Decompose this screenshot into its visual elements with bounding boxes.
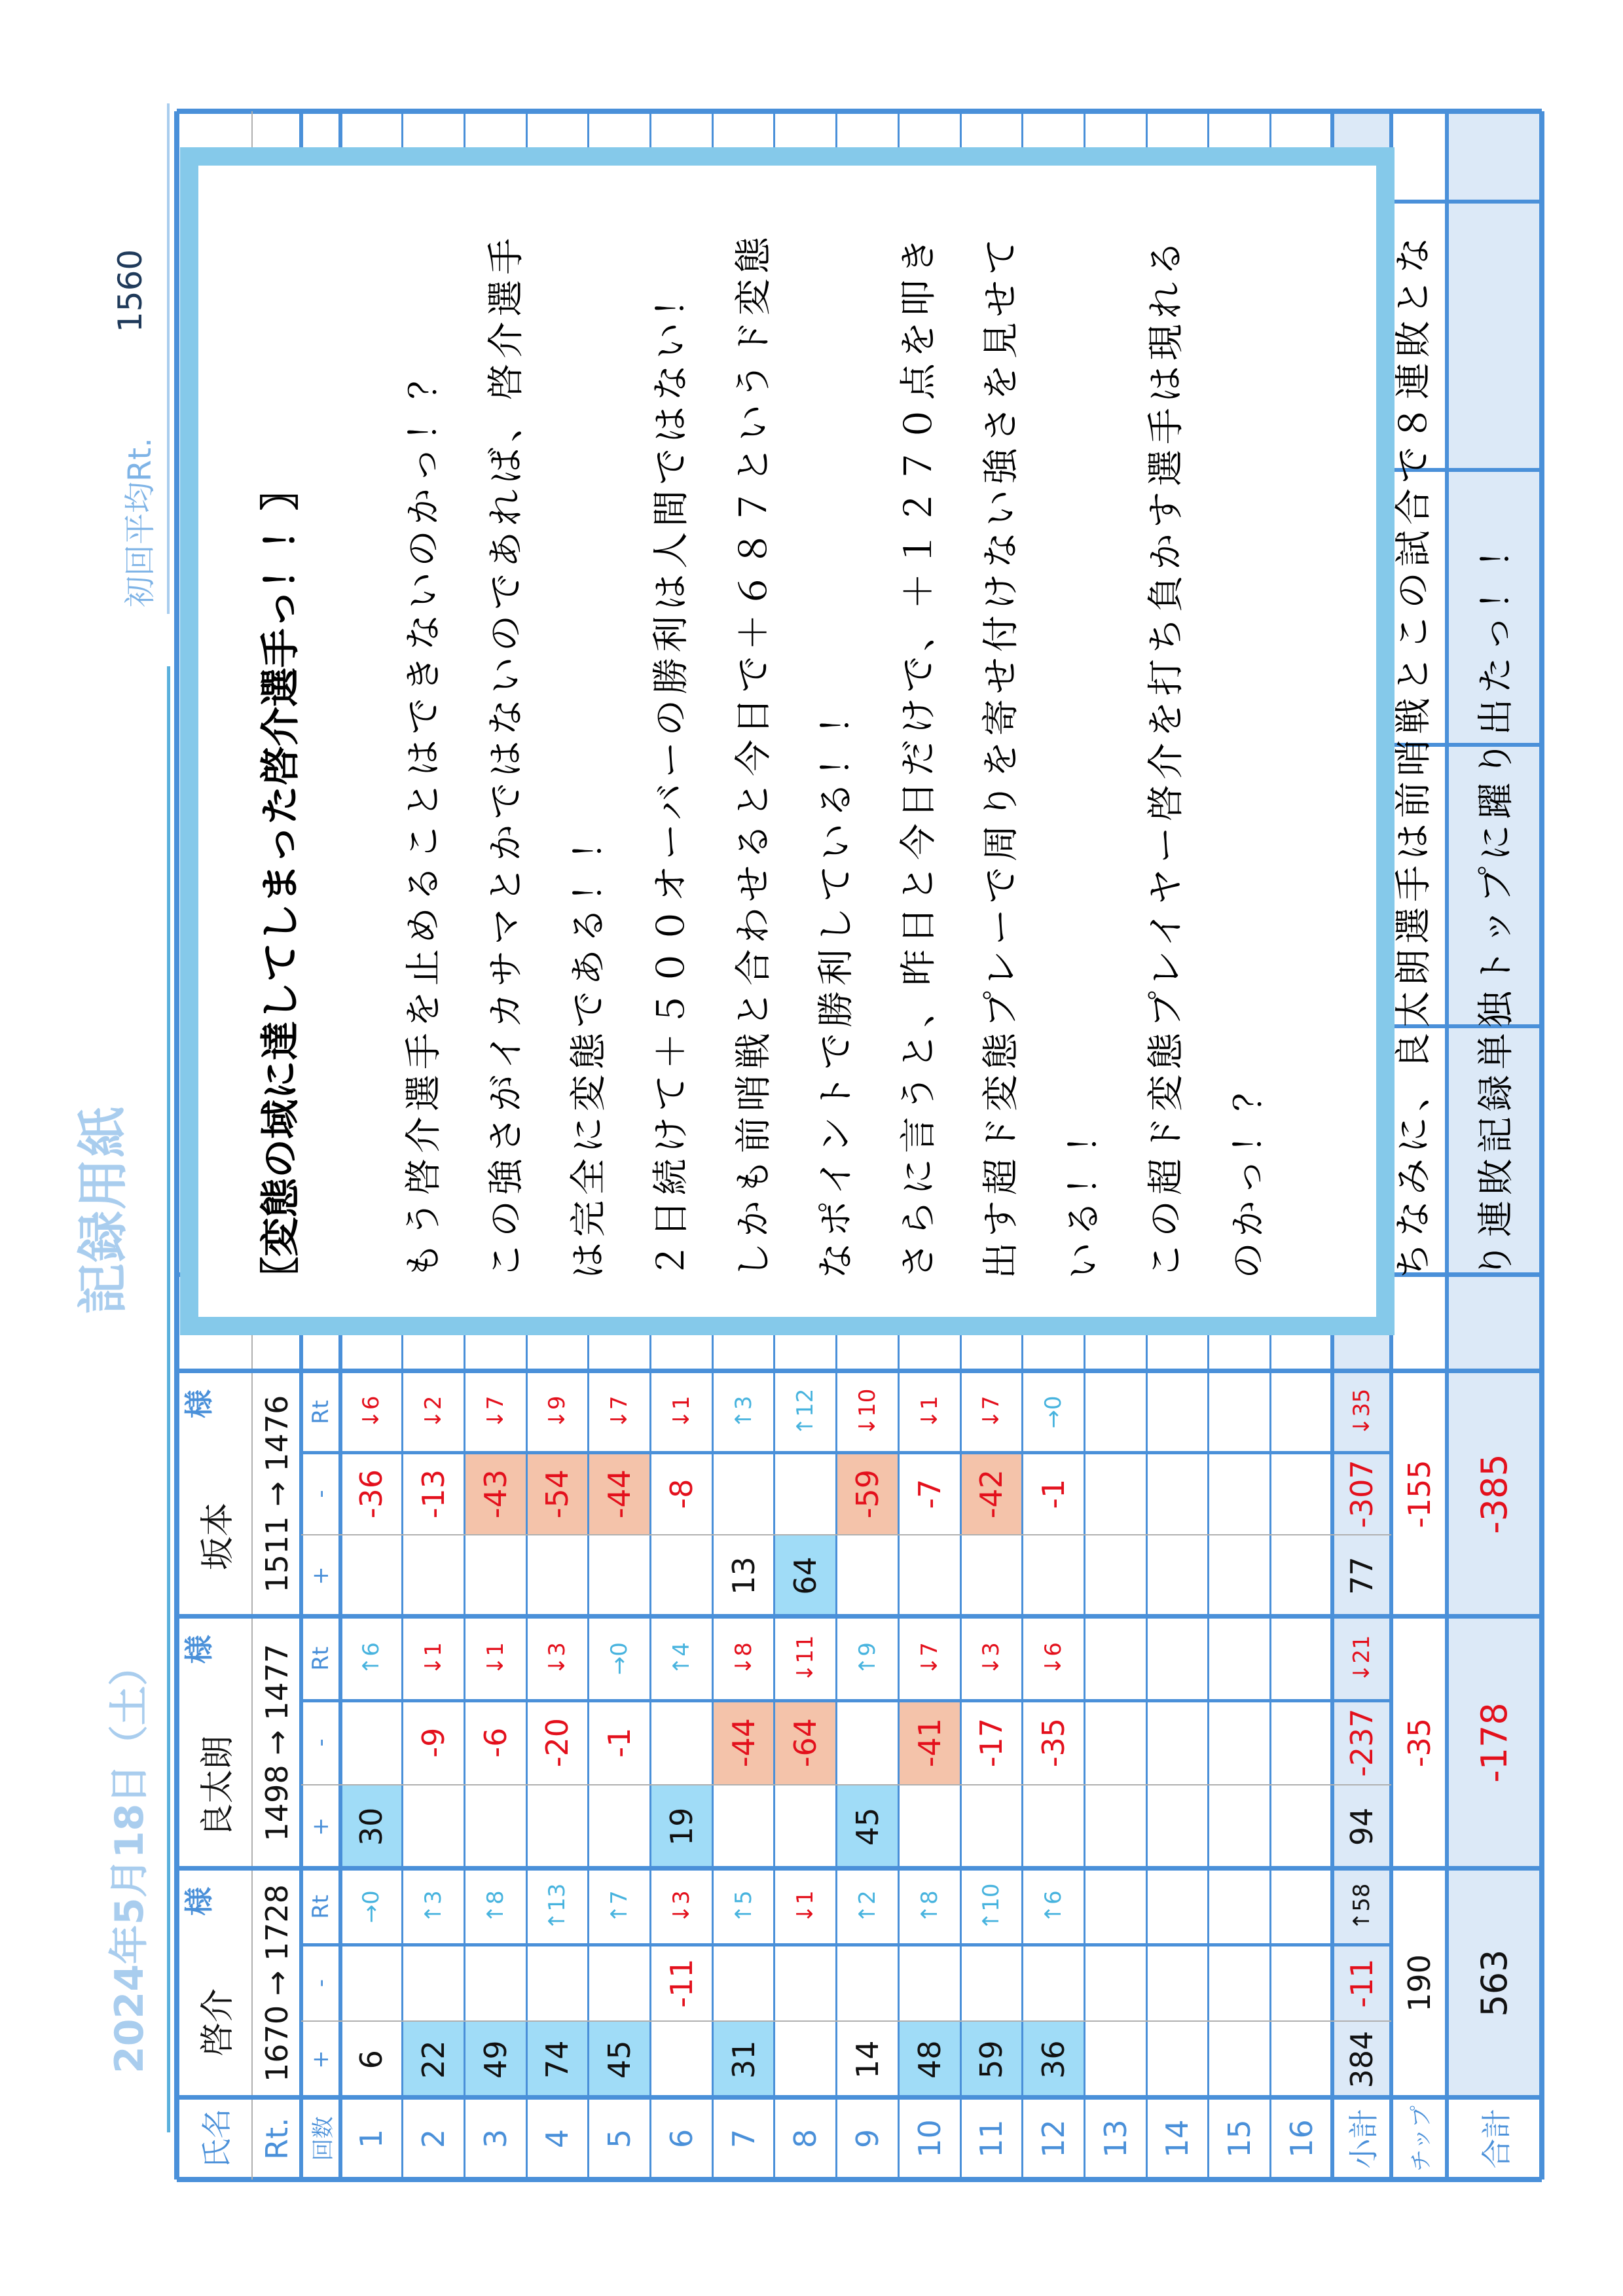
score-plus	[898, 1535, 960, 1617]
score-plus	[1271, 1535, 1333, 1617]
score-minus: -6	[477, 1727, 513, 1758]
comment-line: は完全に変態である！！	[568, 818, 610, 1279]
rating-delta	[1084, 1617, 1146, 1700]
score-plus	[1146, 1785, 1209, 1869]
round-number: 16	[1283, 2119, 1319, 2158]
col-header-minus: -	[308, 1738, 334, 1747]
score-minus: -1	[1036, 1479, 1072, 1509]
chip-value: 190	[1401, 1954, 1437, 2012]
rating-delta	[1209, 1617, 1271, 1700]
rating-delta: ↓9	[544, 1395, 571, 1429]
score-plus	[1146, 1535, 1209, 1617]
comment-line: さらに言うと、昨日と今日だけで、＋１２７０点を叩き	[898, 232, 940, 1279]
rating-delta: ↓10	[854, 1388, 881, 1436]
rating-delta: ↑10	[978, 1883, 1005, 1931]
comment-line: もう啓介選手を止めることはできないのかっ！？	[403, 357, 445, 1279]
score-plus: 13	[725, 1556, 761, 1595]
score-plus	[1271, 2021, 1333, 2098]
round-number: 3	[477, 2128, 513, 2149]
round-number: 2	[416, 2128, 452, 2149]
score-minus: -7	[911, 1479, 947, 1509]
rating-delta: ↑13	[544, 1883, 571, 1931]
rating-delta: ↓11	[792, 1635, 819, 1683]
score-minus	[1209, 1453, 1271, 1535]
round-number: 10	[911, 2119, 947, 2158]
label-name: 氏名	[198, 2108, 234, 2169]
col-header-plus: +	[308, 2050, 334, 2069]
round-number: 15	[1222, 2119, 1258, 2158]
rating-delta: ↑2	[854, 1890, 881, 1924]
page-title: 記録用紙	[74, 1104, 133, 1314]
subtotal-rating: ↓35	[1349, 1388, 1376, 1436]
round-number: 1	[354, 2128, 390, 2149]
rating-delta: ↑3	[420, 1890, 447, 1924]
rating-delta: →0	[606, 1642, 633, 1676]
score-minus: -59	[837, 1453, 899, 1535]
rating-delta: ↓6	[1040, 1642, 1067, 1676]
avg-underline	[167, 103, 170, 614]
score-minus	[340, 1700, 403, 1784]
rating-delta: ↑8	[916, 1890, 943, 1924]
score-minus: -11	[663, 1958, 699, 2008]
subtotal-plus: 77	[1344, 1556, 1380, 1595]
score-minus	[1146, 1700, 1209, 1784]
honorific-sama: 様	[183, 1390, 216, 1418]
score-minus	[960, 1945, 1023, 2022]
comment-line: のかっ！？	[1228, 1069, 1270, 1279]
score-plus	[898, 1785, 960, 1869]
total-value: -385	[1474, 1454, 1516, 1534]
label-total: 合計	[1478, 2108, 1514, 2169]
score-plus	[403, 1535, 465, 1617]
player-name: 良太朗	[198, 1735, 238, 1838]
grid-line	[177, 2096, 1542, 2100]
comment-line: 出す超ド変態プレーで周りを寄せ付けない強さを見せて	[980, 233, 1023, 1279]
rating-delta: ↓1	[668, 1395, 695, 1429]
grid-line	[301, 1452, 1391, 1455]
grid-line	[177, 1369, 1542, 1374]
chip-value: -35	[1401, 1717, 1437, 1768]
score-plus: 30	[340, 1785, 403, 1869]
score-plus	[712, 1785, 775, 1869]
grid-line	[301, 1699, 1391, 1702]
score-plus: 49	[464, 2021, 526, 2098]
score-plus	[775, 2021, 837, 2098]
grid-line	[177, 1867, 1542, 1871]
score-minus	[1023, 1945, 1085, 2022]
round-number: 12	[1036, 2119, 1072, 2158]
score-minus: -8	[663, 1479, 699, 1509]
score-minus	[464, 1945, 526, 2022]
rating-delta: ↑4	[668, 1642, 695, 1676]
score-minus	[1084, 1945, 1146, 2022]
score-minus: -9	[416, 1727, 452, 1758]
score-plus	[837, 1535, 899, 1617]
col-header-plus: +	[308, 1817, 334, 1837]
player-name: 啓介	[198, 1988, 238, 2057]
rating-delta	[1146, 1869, 1209, 1945]
score-minus	[1146, 1453, 1209, 1535]
comment-line: いる！！	[1063, 1111, 1105, 1279]
grid-line	[177, 2177, 1542, 2182]
chip-value: -155	[1401, 1460, 1437, 1528]
score-minus: -64	[775, 1700, 837, 1784]
comment-line: しかも前哨戦と合わせると今日で＋６８７というド変態	[733, 232, 775, 1279]
rating-delta: ↓7	[978, 1395, 1005, 1429]
round-number: 6	[663, 2128, 699, 2149]
score-minus	[837, 1945, 899, 2022]
score-minus: -44	[589, 1453, 651, 1535]
score-plus	[775, 1785, 837, 1869]
avg-rating-label: 初回平均Rt.	[122, 437, 158, 607]
score-plus	[960, 1785, 1023, 1869]
total-value: 563	[1474, 1949, 1516, 2017]
round-number: 7	[725, 2128, 761, 2149]
score-plus: 48	[898, 2021, 960, 2098]
score-minus	[403, 1945, 465, 2022]
round-number: 9	[849, 2128, 885, 2149]
score-plus	[1084, 1785, 1146, 1869]
rating-delta: ↑9	[854, 1642, 881, 1676]
col-header-rt: Rt	[308, 1646, 334, 1671]
col-header-rt: Rt	[308, 1400, 334, 1424]
score-plus	[1084, 2021, 1146, 2098]
score-plus: 14	[849, 2040, 885, 2079]
subtotal-plus: 384	[1344, 2030, 1380, 2089]
rating-delta: ↓2	[420, 1395, 447, 1429]
rating-delta: ↓1	[916, 1395, 943, 1429]
score-plus	[589, 1535, 651, 1617]
score-plus	[960, 1535, 1023, 1617]
score-plus	[526, 1785, 589, 1869]
rating-delta: →0	[1040, 1395, 1067, 1429]
rating-delta	[1271, 1869, 1333, 1945]
rating-delta: ↓7	[482, 1395, 509, 1429]
rating-delta	[1084, 1371, 1146, 1453]
date-label: 2024年5月18日（土）	[107, 1646, 153, 2073]
score-minus: -43	[464, 1453, 526, 1535]
score-plus: 64	[775, 1535, 837, 1617]
rating-delta: ↓3	[978, 1642, 1005, 1676]
score-minus	[712, 1945, 775, 2022]
score-plus	[1084, 1535, 1146, 1617]
comment-heading: 〖変態の域に達してしまった啓介選手っ！！〗	[258, 471, 304, 1296]
player-name: 坂本	[198, 1502, 238, 1571]
honorific-sama: 様	[183, 1887, 216, 1916]
score-plus	[403, 1785, 465, 1869]
col-header-minus: -	[308, 1979, 334, 1988]
score-plus	[464, 1535, 526, 1617]
score-minus	[1271, 1945, 1333, 2022]
round-number: 11	[974, 2119, 1010, 2158]
rating-delta	[1271, 1617, 1333, 1700]
rating-delta: ↑7	[606, 1890, 633, 1924]
label-chip: チップ	[1408, 2106, 1435, 2172]
score-plus: 22	[403, 2021, 465, 2098]
rating-delta: ↑12	[792, 1388, 819, 1436]
score-minus: -42	[960, 1453, 1023, 1535]
score-minus	[340, 1945, 403, 2022]
score-plus: 45	[837, 1785, 899, 1869]
round-number: 8	[788, 2128, 824, 2149]
rating-delta: ↓3	[668, 1890, 695, 1924]
score-minus: -17	[974, 1717, 1010, 1768]
score-minus: -44	[712, 1700, 775, 1784]
avg-rating-value: 1560	[111, 249, 149, 332]
score-plus	[1146, 2021, 1209, 2098]
comment-line: ２日続けて＋５００オーバーの勝利は人間ではない！	[650, 275, 693, 1279]
grid-line	[301, 1784, 1391, 1785]
score-plus	[526, 1535, 589, 1617]
score-plus: 31	[712, 2021, 775, 2098]
score-plus	[1209, 1535, 1271, 1617]
rating-delta	[1146, 1617, 1209, 1700]
rating-delta: ↓1	[792, 1890, 819, 1924]
comment-line: この強さがイカサマとかではないのであれば、啓介選手	[485, 232, 528, 1279]
label-rt: Rt.	[259, 2117, 295, 2160]
score-plus	[340, 1535, 403, 1617]
score-minus	[775, 1945, 837, 2022]
grid-line	[1391, 200, 1542, 204]
score-plus	[1023, 1785, 1085, 1869]
grid-line	[177, 109, 1542, 114]
score-minus: -1	[602, 1727, 638, 1758]
player-rating-change: 1511 → 1476	[259, 1395, 295, 1593]
round-number: 4	[539, 2128, 575, 2149]
grid-line	[177, 1615, 1542, 1619]
score-minus	[1271, 1700, 1333, 1784]
rating-delta	[1209, 1869, 1271, 1945]
rating-delta: ↓7	[606, 1395, 633, 1429]
label-round: 回数	[310, 2116, 337, 2161]
score-plus: 59	[960, 2021, 1023, 2098]
rating-delta: ↑8	[482, 1890, 509, 1924]
score-plus: 45	[589, 2021, 651, 2098]
rating-delta	[1209, 1371, 1271, 1453]
player-rating-change: 1498 → 1477	[259, 1643, 295, 1842]
rating-delta: ↓8	[730, 1642, 757, 1676]
score-minus	[589, 1945, 651, 2022]
subtotal-minus: -307	[1344, 1460, 1380, 1528]
round-number: 5	[602, 2128, 638, 2149]
rating-delta: ↑5	[730, 1890, 757, 1924]
rating-delta: ↓3	[544, 1642, 571, 1676]
rating-delta: ↓1	[420, 1642, 447, 1676]
score-minus	[837, 1700, 899, 1784]
score-plus: 36	[1023, 2021, 1085, 2098]
date-underline	[167, 666, 170, 2132]
score-plus	[1209, 2021, 1271, 2098]
score-plus	[464, 1785, 526, 1869]
rating-delta: ↓6	[358, 1395, 385, 1429]
score-minus	[898, 1945, 960, 2022]
score-minus: -20	[539, 1717, 575, 1768]
subtotal-rating: ↓21	[1349, 1635, 1376, 1683]
score-minus	[651, 1700, 713, 1784]
rating-delta: →0	[358, 1890, 385, 1924]
label-subtotal: 小計	[1346, 2108, 1382, 2169]
score-minus	[526, 1945, 589, 2022]
score-minus: -35	[1036, 1717, 1072, 1768]
subtotal-rating: ↑58	[1349, 1883, 1376, 1931]
rating-delta	[1271, 1371, 1333, 1453]
score-plus	[1023, 1535, 1085, 1617]
score-minus	[775, 1453, 837, 1535]
score-plus	[1209, 1785, 1271, 1869]
rating-delta: ↓7	[916, 1642, 943, 1676]
score-plus	[1271, 1785, 1333, 1869]
score-minus: -54	[526, 1453, 589, 1535]
score-plus: 19	[651, 1785, 713, 1869]
subtotal-plus: 94	[1344, 1807, 1380, 1846]
rating-delta: ↑6	[358, 1642, 385, 1676]
grid-line	[301, 2020, 1391, 2022]
col-header-plus: +	[308, 1566, 334, 1585]
score-minus: -36	[354, 1469, 390, 1519]
comment-box	[180, 147, 1518, 1335]
score-minus	[1084, 1453, 1146, 1535]
score-plus: 6	[354, 2050, 390, 2070]
grid-line	[301, 1534, 1391, 1535]
rating-delta	[1146, 1371, 1209, 1453]
score-plus	[651, 2021, 713, 2098]
grid-line	[301, 1943, 1391, 1946]
subtotal-minus: -11	[1344, 1958, 1380, 2008]
comment-line: なポイントで勝利している！！	[815, 692, 858, 1279]
score-minus	[1084, 1700, 1146, 1784]
subtotal-minus: -237	[1344, 1708, 1380, 1777]
score-minus	[712, 1453, 775, 1535]
score-minus: -41	[898, 1700, 960, 1784]
score-minus	[1271, 1453, 1333, 1535]
score-minus	[1209, 1945, 1271, 2022]
comment-line: この超ド変態プレイヤー啓介を打ち負かす選手は現れる	[1145, 235, 1188, 1279]
score-plus	[651, 1535, 713, 1617]
col-header-minus: -	[308, 1490, 334, 1498]
player-rating-change: 1670 → 1728	[259, 1884, 295, 2082]
comment-line: ちなみに、良太朗選手は前哨戦とこの試合で８連敗とな	[1393, 232, 1435, 1279]
score-plus	[589, 1785, 651, 1869]
rating-delta	[1084, 1869, 1146, 1945]
score-minus	[1146, 1945, 1209, 2022]
score-minus	[1209, 1700, 1271, 1784]
honorific-sama: 様	[183, 1635, 216, 1664]
score-minus: -13	[416, 1469, 452, 1519]
rating-delta: ↑3	[730, 1395, 757, 1429]
score-plus: 74	[526, 2021, 589, 2098]
rating-delta: ↓1	[482, 1642, 509, 1676]
total-value: -178	[1474, 1702, 1516, 1783]
round-number: 14	[1159, 2119, 1195, 2158]
round-number: 13	[1097, 2119, 1133, 2158]
rating-delta: ↑6	[1040, 1890, 1067, 1924]
comment-line: り連敗記録単独トップに躍り出たっ！！	[1475, 526, 1518, 1279]
col-header-rt: Rt	[308, 1894, 334, 1919]
